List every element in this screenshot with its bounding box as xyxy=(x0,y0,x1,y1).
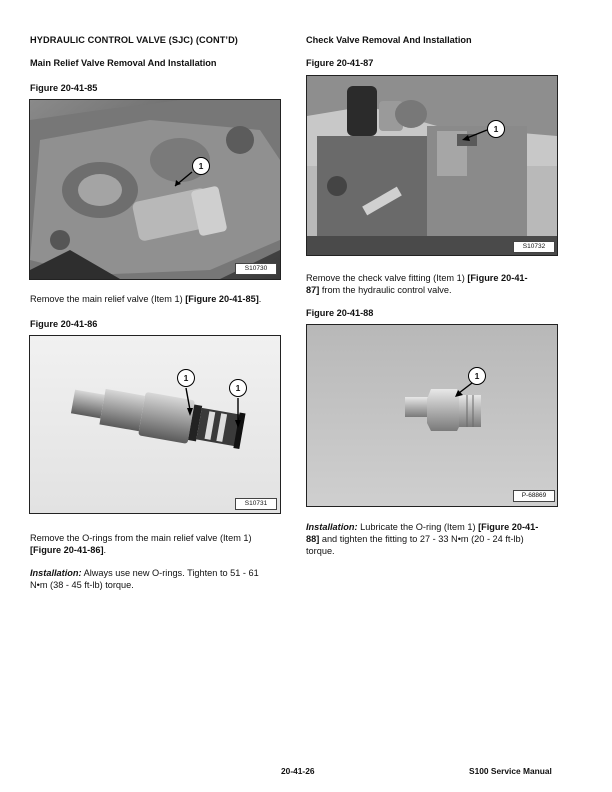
subsection-title-main-relief: Main Relief Valve Removal And Installation xyxy=(30,58,217,68)
photo-code: S10730 xyxy=(235,263,277,275)
figure-20-41-87-photo xyxy=(306,75,558,256)
figure-label-87: Figure 20-41-87 xyxy=(306,58,374,68)
photo-code: S10731 xyxy=(235,498,277,510)
manual-title: S100 Service Manual xyxy=(469,766,552,776)
paragraph-installation-main-relief: Installation: Always use new O-rings. Tighten to 51 - 61 N•m (38 - 45 ft-lb) torque. xyxy=(30,568,259,591)
paragraph-remove-o-rings: Remove the O-rings from the main relief valve (Item 1) [Figure 20-41-86]. xyxy=(30,533,252,556)
callout-item-1b: 1 xyxy=(229,379,247,397)
figure-20-41-85-photo xyxy=(29,99,281,280)
page-number: 20-41-26 xyxy=(281,766,315,776)
paragraph-installation-check-valve: Installation: Lubricate the O-ring (Item 1) [Figure 20-41- 88] and tighten the fitting to 27 - 33 N•m (20 - 24 ft-lb) torque. xyxy=(306,522,539,557)
figure-label-86: Figure 20-41-86 xyxy=(30,319,98,329)
callout-item-1a: 1 xyxy=(177,369,195,387)
callout-item-1: 1 xyxy=(487,120,505,138)
callout-item-1: 1 xyxy=(468,367,486,385)
figure-label-88: Figure 20-41-88 xyxy=(306,308,374,318)
figure-20-41-86-photo xyxy=(29,335,281,514)
paragraph-remove-main-relief: Remove the main relief valve (Item 1) [Figure 20-41-85]. xyxy=(30,294,262,304)
figure-20-41-88-photo xyxy=(306,324,558,507)
photo-code: S10732 xyxy=(513,241,555,253)
photo-code: P-68869 xyxy=(513,490,555,502)
paragraph-remove-check-valve: Remove the check valve fitting (Item 1) [Figure 20-41- 87] from the hydraulic control valve. xyxy=(306,273,528,296)
section-title: HYDRAULIC CONTROL VALVE (SJC) (CONT’D) xyxy=(30,35,238,45)
subsection-title-check-valve: Check Valve Removal And Installation xyxy=(306,35,472,45)
callout-item-1: 1 xyxy=(192,157,210,175)
figure-label-85: Figure 20-41-85 xyxy=(30,83,98,93)
